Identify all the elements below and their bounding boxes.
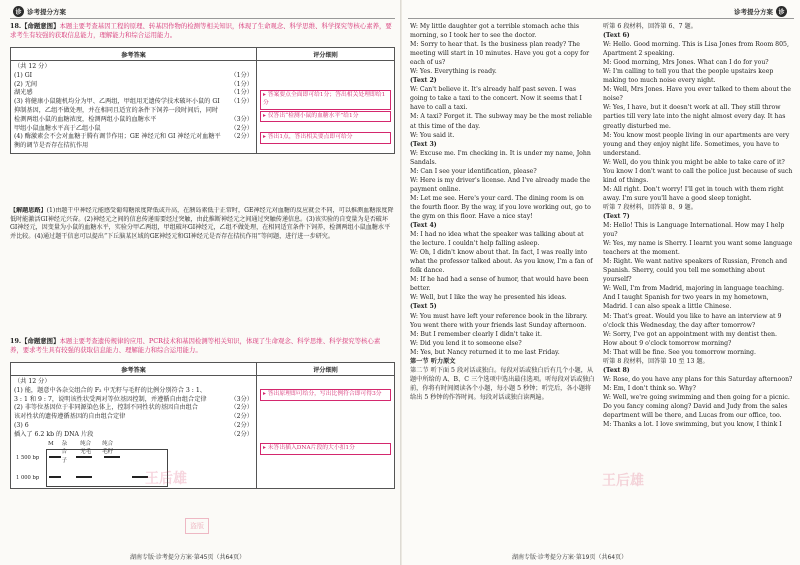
q18-intro	[10, 22, 392, 39]
q18-row: (2) 无间	[14, 80, 38, 88]
q18-row-pts: （2分）	[230, 124, 253, 132]
dialogue-line: 听第 8 段材料，回答第 10 至 13 题。	[603, 357, 709, 365]
q18-row: (4) 酶激素会不会对血糖于腾有调节作用；GE 神经元和 GI 神经元对血糖平	[14, 133, 221, 141]
q18-row-pts: （1分）	[230, 98, 253, 106]
dialogue-line: M: I had no idea what the speaker was talking about at the lecture. I couldn't help falling asleep.	[410, 231, 584, 248]
dialogue-line: W: My little daughter got a terrible stomach ache this morning, so I took her to see the doctor.	[410, 23, 580, 40]
text-heading: 第一节 听力原文	[410, 357, 456, 365]
gel-lane-label: 纯合毛籽	[102, 440, 114, 456]
q18-row: (1) GI	[14, 71, 33, 79]
q19-answers	[11, 376, 257, 489]
q19-number: 19.	[10, 337, 22, 345]
q18-note-3: ▸ 答出1点，答出相关要点即可给分	[260, 132, 391, 144]
dialogue-line: W: Excuse me. I'm checking in. It is under my name, John Sandals.	[410, 149, 591, 166]
dialogue-line: W: Yes, I have, but it doesn't work at all. They still throw parties till very late into the night almost every day. It has greatly disturbed me.	[603, 104, 786, 130]
q18-explanation	[10, 207, 395, 335]
brand-logo-icon: 诊	[13, 6, 24, 17]
q19-tag: 【命题意图】	[21, 337, 60, 345]
q18-col-answer: 参考答案	[11, 48, 257, 61]
q18-score: （共 12 分）	[14, 63, 51, 70]
dialogue-line: W: Can't believe it. It's already half past seven. I was going to take a taxi to the concert. Now it seems that I have to call a taxi.	[410, 86, 582, 112]
q18-explain-tag: 【解题思路】	[10, 207, 47, 214]
dialogue-line: W: Here is my driver's license. And I've already made the payment online.	[410, 176, 590, 193]
text-heading: (Text 3)	[410, 140, 437, 148]
dialogue-line: W: Hello. Good morning. This is Lisa Jones from Room 805, Apartment 2 speaking.	[603, 41, 789, 58]
text-heading: (Text 5)	[410, 303, 437, 311]
q18-row: (3) 将健康小鼠随机均分为甲、乙两组，甲组用无遗传学技术破坏小鼠的 GI	[14, 98, 220, 106]
gel-lane-label: 杂合子	[61, 440, 68, 465]
q19-col-answer: 参考答案	[11, 363, 257, 376]
q19-row: 插入了 6.2 kb 的 DNA 片段	[14, 430, 94, 438]
dialogue-line: 听第 6 段材料，回答第 6、7 题。	[603, 23, 697, 30]
dialogue-line: M: Let me see. Here's your card. The dining room is on the fourth floor. By the way, if you love working out, go to the gym on this floor. Have a nice stay!	[410, 194, 591, 220]
dialogue-line: M: But I remember clearly I didn't take it.	[410, 330, 542, 338]
right-footer: 湖南专版·诊考提分方案·第19页（共64页）	[512, 554, 628, 561]
q19-row: (3) 6	[14, 421, 29, 429]
dialogue-line: W: Sorry, I've got an appointment with my dentist then. How about 9 o'clock tomorrow morning?	[603, 330, 777, 347]
q19-col-rubric: 评分细则	[257, 363, 395, 376]
dialogue-line: W: Yes. Everything is ready.	[410, 68, 497, 76]
q19-row-pts: （2分）	[230, 430, 253, 438]
q18-col-rubric: 评分细则	[257, 48, 395, 61]
q19-row: (2) 非等位基因位于非同源染色体上，控制不同性状的基因自由组合	[14, 404, 198, 412]
q19-rubric	[257, 376, 395, 489]
q18-explain-text: (1)由题干中神经元能感受葡萄糖浓度降低或升高，在胰岛素低于正常时，GE神经元对血糖的反应就会不同，可以推测血糖浓度降低时能激活GI神经元兴奋。(2)神经元之间的信息传递需要经过突触，由此推断神经元之间通过突触传递信息。(3)该实验的自变量为是否破坏GI神经元，因变量为小鼠的血糖水平，实验分甲乙两组，甲组破坏GI神经元，乙组不做处理，在相同适宜条件下饲养，检测两组小鼠血糖水平并比较。(4)通过题干信息可以提出“下丘脑某区域的GE神经元和GI神经元是否存在拮抗作用”等问题，进行进一步研究。	[10, 207, 394, 240]
left-header	[10, 4, 66, 18]
q18-row-pts: （1分）	[230, 71, 253, 79]
gel-diagram	[16, 440, 116, 486]
dialogue-line: M: Well, Mrs Jones. Have you ever talked to them about the noise?	[603, 86, 791, 103]
dialogue-line: M: A taxi? Forget it. The subway may be the most reliable at this time of the day.	[410, 113, 592, 130]
q19-row-pts: （2分）	[230, 404, 253, 412]
right-header	[734, 4, 790, 18]
q19-row-pts: （2分）	[230, 421, 253, 429]
q18-row: 甲组小鼠血糖水平高于乙组小鼠	[14, 124, 101, 132]
gel-marker-1000: 1 000 bp	[16, 474, 40, 481]
text-heading: (Text 4)	[410, 222, 437, 230]
dialogue-line: W: Yes, my name is Sherry. I learnt you want some language teachers at the moment.	[603, 240, 793, 257]
dialogue-line: M: You know most people living in our apartments are very young and they enjoy night life. Sometimes, you have to understand.	[603, 131, 790, 157]
brand-logo-icon: 诊	[776, 6, 787, 17]
q18-note-2: ▸ 仅答出“检测小鼠的血糖水平”给1分	[260, 111, 391, 123]
right-header-rule	[408, 18, 794, 19]
dialogue-line: M: Thanks a lot. I love swimming, but you know, I think I	[603, 421, 782, 429]
q18-row: 湖光感	[14, 89, 33, 97]
q19-row: 3 : 1 和 9 : 7，说明该性状受两对等位基因控制，并遵循自由组合定律	[14, 395, 207, 403]
dialogue-line: W: Well, do you think you might be able to take care of it? You know I don't want to call the police just because of such kind of things.	[603, 158, 793, 184]
q18-row: 衡的调节是否存在拮抗作用	[14, 142, 89, 150]
gel-band	[76, 476, 92, 479]
stamp: 盗版	[185, 518, 209, 534]
dialogue-line: W: You must have left your reference book in the library. You went there with your friends last Sunday afternoon.	[410, 312, 588, 329]
q18-row-pts: （3分）	[230, 115, 253, 123]
text-heading: (Text 7)	[603, 212, 630, 220]
dialogue-line: M: Hello! This is Language International. How may I help you?	[603, 222, 785, 239]
q18-tag: 【命题意图】	[21, 22, 60, 30]
q19-note-1: ▸ 答出原理即可给分，写出比例符合即可得3分	[260, 389, 391, 401]
dialogue-line: M: Right. We want native speakers of Russian, French and Spanish. Sherry, could you tell me something about yourself?	[603, 258, 788, 284]
text-heading: (Text 2)	[410, 77, 437, 85]
q18-answers	[11, 61, 257, 154]
q19-note-2: ▸ 未答出插入DNA片段的大小扣1分	[260, 443, 391, 455]
q19-row-pts: （2分）	[230, 413, 253, 421]
q19-intro-text: 本题主要考查遗传规律的应用、PCR技术和基因检测等相关知识，体现了生命观念、科学思维、科学探究等核心素养，要求考生具有较强的获取信息能力、理解能力和综合运用能力。	[10, 337, 381, 354]
q18-row: 检测两组小鼠的血糖浓度，检测两组小鼠的血糖水平	[14, 115, 157, 123]
gel-band	[49, 456, 61, 459]
dialogue-line: W: Rose, do you have any plans for this Saturday afternoon?	[603, 375, 793, 383]
q18-intro-text: 本题主要考查基因工程的原理、转基因作物的检测等相关知识，体现了生命观念、科学思维、科学探究等核心素养，要求考生有较强的获取信息能力，理解能力和综合运用能力。	[10, 22, 392, 39]
right-page	[402, 0, 800, 565]
listening-col-1	[410, 22, 595, 552]
dialogue-line: M: Yes, but Nancy returned it to me last Friday.	[410, 348, 560, 356]
q18-note-1: ▸ 答案要点全面即可给1分；答出相关处理即给1分	[260, 90, 391, 110]
q19-row: 该对性状的遗传遵循基因的自由组合定律	[14, 413, 126, 421]
q19-answer-table	[10, 362, 395, 489]
dialogue-line: W: Oh, I didn't know about that. In fact, I was really into what the professor talked about. As you know, I'm a fan of folk dance.	[410, 249, 593, 275]
q18-answer-table	[10, 47, 395, 154]
dialogue-line: W: Well, I'm from Madrid, majoring in language teaching. And I taught Spanish for two years in my hometown, Madrid. I can also speak a little Chinese.	[603, 285, 784, 311]
dialogue-line: M: That will be fine. See you tomorrow morning.	[603, 348, 756, 356]
dialogue-line: W: Did you lend it to someone else?	[410, 339, 522, 347]
dialogue-line: M: If he had had a sense of humor, that would have been better.	[410, 276, 589, 293]
gel-band	[104, 456, 120, 459]
q19-intro	[10, 337, 392, 354]
left-header-rule	[10, 18, 395, 19]
q18-row-pts: （2分）	[230, 133, 253, 141]
q18-number: 18.	[10, 22, 22, 30]
text-heading: (Text 6)	[603, 32, 630, 40]
left-brand: 诊考提分方案	[27, 7, 66, 16]
watermark: 王后雄	[602, 473, 644, 489]
q19-row: (1) 能，题意中各杂交组合的 F₂ 中无籽与毛籽的比例分别符合 3 : 1、	[14, 386, 206, 394]
dialogue-line: 第二节 听下面 5 段对话或独白。每段对话或独白后有几个小题，从题中所给的 A、B、C 三个选项中选出最佳选项。听每段对话或独白前，你将有时间阅读各个小题，每小题 5 秒钟；听完后，各小题将给出 5 秒钟的作答时间。每段对话或独白读两遍。	[410, 366, 595, 401]
q18-row-pts: （1分）	[230, 89, 253, 97]
dialogue-line: W: Well, we're going swimming and then going for a picnic. Do you fancy coming along? David and Judy from the sales department will be there, and Lucas from our office, too.	[603, 393, 790, 420]
left-footer: 湖南专版·诊考提分方案·第45页（共64页）	[130, 554, 246, 561]
gel-lane-label: M	[48, 440, 54, 447]
watermark: 王后雄	[145, 471, 187, 487]
gel-band	[76, 456, 92, 459]
dialogue-line: M: That's great. Would you like to have an interview at 9 o'clock this Wednesday, the day after tomorrow?	[603, 312, 782, 329]
dialogue-line: M: Sorry to hear that. Is the business plan ready? The meeting will start in 10 minutes. Have you got a copy for each of us?	[410, 41, 590, 67]
gel-band	[49, 476, 61, 479]
dialogue-line: 听第 7 段材料，回答第 8、9 题。	[603, 203, 697, 211]
q19-score: （共 12 分）	[14, 378, 51, 385]
dialogue-line: W: Well, but I like the way he presented his ideas.	[410, 294, 567, 302]
dialogue-line: W: You said it.	[410, 131, 455, 139]
dialogue-line: W: I'm calling to tell you that the people upstairs keep making too much noise every night.	[603, 68, 774, 85]
text-heading: (Text 8)	[603, 366, 630, 374]
q19-row-pts: （3分）	[230, 395, 253, 403]
dialogue-line: M: All right. Don't worry! I'll get in touch with them right away. I'm sure you'll have a good sleep tonight.	[603, 185, 784, 202]
dialogue-line: M: Good morning, Mrs Jones. What can I do for you?	[603, 59, 769, 67]
right-brand: 诊考提分方案	[734, 7, 773, 16]
dialogue-line: M: Can I see your identification, please?	[410, 167, 537, 175]
q18-rubric	[257, 61, 395, 154]
q18-row-pts: （1分）	[230, 80, 253, 88]
gel-lane-label: 纯合无毛	[80, 440, 92, 456]
gel-marker-1500: 1 500 bp	[16, 454, 40, 461]
dialogue-line: M: Em, I don't think so. Why?	[603, 384, 696, 392]
q18-row: 抑制基因，乙组不做处理，并在相同且适宜的条件下饲养一段时间后，同时	[14, 106, 219, 114]
